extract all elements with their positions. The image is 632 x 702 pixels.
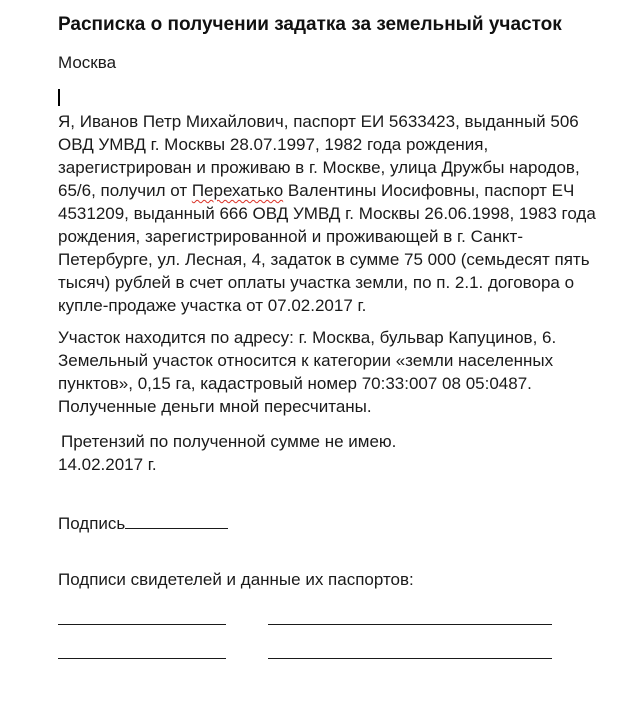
paragraph-line: Претензий по полученной сумме не имею. — [61, 432, 397, 451]
paragraph-no-claims — [58, 430, 618, 476]
witness-2-signature-line — [58, 658, 226, 659]
document-date: 14.02.2017 г. — [58, 455, 157, 474]
paragraph-line: рождения, зарегистрированной и проживающей в г. Санкт- — [58, 227, 523, 246]
paragraph-line: Участок находится по адресу: г. Москва, бульвар Капуцинов, 6. — [58, 328, 557, 347]
paragraph-line: пунктов», 0,15 га, кадастровый номер 70:33:007 08 05:0487. — [58, 374, 532, 393]
witness-1-passport-line — [268, 624, 552, 625]
signature-line — [125, 512, 228, 529]
paragraph-line: Я, Иванов Петр Михайлович, паспорт ЕИ 5633423, выданный 506 — [58, 112, 579, 131]
line-segment: Валентины Иосифовны, паспорт ЕЧ — [283, 181, 575, 200]
text-cursor — [58, 89, 60, 106]
paragraph-line: 4531209, выданный 666 ОВД УМВД г. Москвы 26.06.1998, 1983 года — [58, 204, 596, 223]
document-title: Расписка о получении задатка за земельный участок — [58, 14, 562, 35]
signature-block — [58, 512, 228, 534]
paragraph-land-plot-details — [58, 326, 618, 418]
paragraph-receipt-statement — [58, 110, 618, 317]
paragraph-line: Полученные деньги мной пересчитаны. — [58, 397, 372, 416]
city: Москва — [58, 53, 117, 72]
paragraph-line — [58, 179, 618, 202]
paragraph-line: купле-продаже участка от 07.02.2017 г. — [58, 296, 367, 315]
witnesses-label: Подписи свидетелей и данные их паспортов: — [58, 570, 414, 589]
paragraph-line: Земельный участок относится к категории «земли населенных — [58, 351, 554, 370]
witness-2-passport-line — [268, 658, 552, 659]
paragraph-line: ОВД УМВД г. Москвы 28.07.1997, 1982 года рождения, — [58, 135, 489, 154]
witness-1-signature-line — [58, 624, 226, 625]
spellcheck-flagged-word[interactable]: Перехатько — [191, 181, 284, 200]
signature-label: Подпись — [58, 514, 126, 533]
paragraph-line: тысяч) рублей в счет оплаты участка земли, по п. 2.1. договора о — [58, 273, 575, 292]
paragraph-line: зарегистрирован и проживаю в г. Москве, улица Дружбы народов, — [58, 158, 580, 177]
line-segment: 65/6, получил от — [58, 181, 192, 200]
paragraph-line: Петербурге, ул. Лесная, 4, задаток в сумме 75 000 (семьдесят пять — [58, 250, 590, 269]
